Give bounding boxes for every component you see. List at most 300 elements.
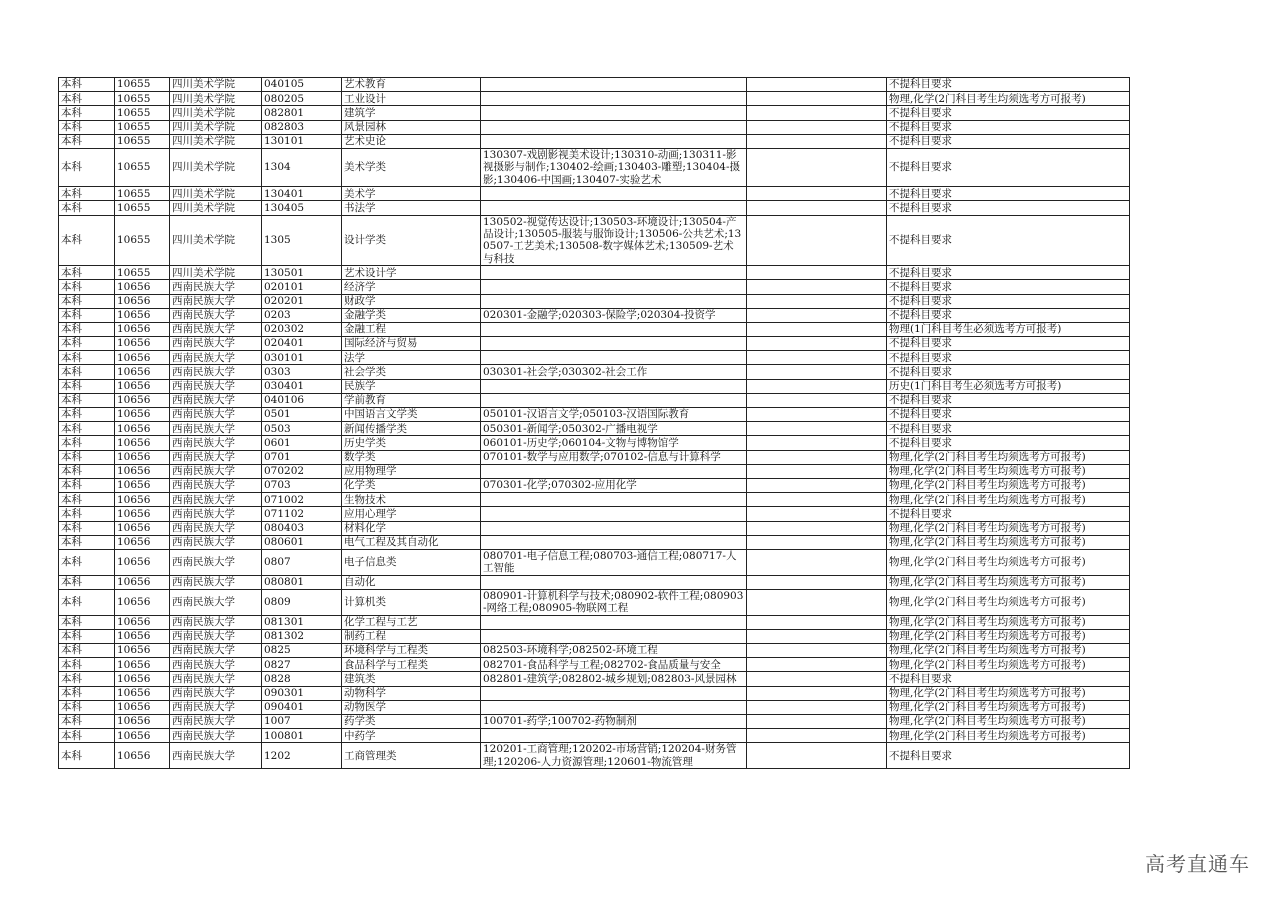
cell-included-majors	[481, 120, 747, 134]
cell-school-code: 10655	[115, 134, 170, 148]
cell-included-majors	[481, 575, 747, 589]
cell-included-majors	[481, 280, 747, 294]
cell-subject-requirement: 物理,化学(2门科目考生均须选考方可报考)	[887, 629, 1130, 643]
cell-major-code: 040105	[262, 78, 342, 92]
cell-major-code: 0701	[262, 450, 342, 464]
cell-subject-requirement: 不提科目要求	[887, 215, 1130, 266]
cell-school-code: 10656	[115, 521, 170, 535]
cell-subject-requirement: 物理,化学(2门科目考生均须选考方可报考)	[887, 478, 1130, 492]
cell-subject-requirement: 不提科目要求	[887, 436, 1130, 450]
cell-notes	[747, 134, 887, 148]
cell-school-code: 10656	[115, 686, 170, 700]
cell-notes	[747, 644, 887, 658]
cell-school-code: 10656	[115, 280, 170, 294]
cell-school-name: 西南民族大学	[170, 478, 262, 492]
cell-subject-requirement: 物理,化学(2门科目考生均须选考方可报考)	[887, 729, 1130, 743]
cell-school-name: 西南民族大学	[170, 408, 262, 422]
cell-notes	[747, 658, 887, 672]
cell-school-name: 西南民族大学	[170, 575, 262, 589]
table-row	[59, 686, 1130, 700]
cell-school-code: 10655	[115, 120, 170, 134]
cell-major-name: 艺术设计学	[342, 266, 481, 280]
cell-level: 本科	[59, 422, 115, 436]
cell-notes	[747, 575, 887, 589]
cell-included-majors	[481, 106, 747, 120]
table-row	[59, 120, 1130, 134]
cell-included-majors	[481, 700, 747, 714]
cell-school-name: 西南民族大学	[170, 507, 262, 521]
cell-level: 本科	[59, 686, 115, 700]
cell-level: 本科	[59, 672, 115, 686]
table-row	[59, 729, 1130, 743]
table-row	[59, 658, 1130, 672]
table-row	[59, 365, 1130, 379]
cell-included-majors: 050101-汉语言文学;050103-汉语国际教育	[481, 408, 747, 422]
cell-major-name: 经济学	[342, 280, 481, 294]
table-row	[59, 450, 1130, 464]
cell-level: 本科	[59, 280, 115, 294]
cell-school-name: 西南民族大学	[170, 535, 262, 549]
cell-school-name: 四川美术学院	[170, 266, 262, 280]
cell-included-majors	[481, 78, 747, 92]
cell-level: 本科	[59, 408, 115, 422]
cell-notes	[747, 187, 887, 201]
cell-included-majors	[481, 294, 747, 308]
cell-notes	[747, 686, 887, 700]
cell-major-code: 081301	[262, 615, 342, 629]
table-row	[59, 308, 1130, 322]
cell-included-majors	[481, 266, 747, 280]
cell-school-code: 10656	[115, 337, 170, 351]
cell-level: 本科	[59, 294, 115, 308]
cell-school-name: 四川美术学院	[170, 215, 262, 266]
cell-major-code: 080403	[262, 521, 342, 535]
cell-level: 本科	[59, 393, 115, 407]
cell-major-code: 0303	[262, 365, 342, 379]
cell-major-code: 0203	[262, 308, 342, 322]
cell-included-majors	[481, 379, 747, 393]
cell-school-name: 西南民族大学	[170, 351, 262, 365]
cell-notes	[747, 408, 887, 422]
cell-major-name: 药学类	[342, 715, 481, 729]
cell-school-name: 西南民族大学	[170, 450, 262, 464]
cell-school-code: 10656	[115, 658, 170, 672]
cell-major-name: 法学	[342, 351, 481, 365]
cell-major-code: 0501	[262, 408, 342, 422]
cell-notes	[747, 322, 887, 336]
cell-school-code: 10655	[115, 78, 170, 92]
cell-notes	[747, 308, 887, 322]
table-row	[59, 322, 1130, 336]
cell-school-code: 10656	[115, 700, 170, 714]
cell-notes	[747, 422, 887, 436]
cell-major-code: 030101	[262, 351, 342, 365]
cell-level: 本科	[59, 535, 115, 549]
cell-notes	[747, 743, 887, 769]
cell-subject-requirement: 不提科目要求	[887, 337, 1130, 351]
cell-school-code: 10656	[115, 507, 170, 521]
cell-major-name: 美术学	[342, 187, 481, 201]
cell-school-code: 10656	[115, 535, 170, 549]
cell-level: 本科	[59, 215, 115, 266]
cell-major-name: 计算机类	[342, 589, 481, 615]
cell-major-name: 国际经济与贸易	[342, 337, 481, 351]
cell-included-majors: 082503-环境科学;082502-环境工程	[481, 644, 747, 658]
cell-subject-requirement: 不提科目要求	[887, 408, 1130, 422]
cell-school-name: 四川美术学院	[170, 92, 262, 106]
cell-major-code: 080205	[262, 92, 342, 106]
cell-notes	[747, 337, 887, 351]
cell-included-majors	[481, 187, 747, 201]
cell-level: 本科	[59, 365, 115, 379]
cell-school-name: 西南民族大学	[170, 521, 262, 535]
cell-major-name: 设计学类	[342, 215, 481, 266]
cell-subject-requirement: 不提科目要求	[887, 266, 1130, 280]
cell-school-code: 10656	[115, 672, 170, 686]
cell-school-name: 四川美术学院	[170, 134, 262, 148]
cell-school-name: 西南民族大学	[170, 589, 262, 615]
cell-school-name: 西南民族大学	[170, 436, 262, 450]
table-row	[59, 478, 1130, 492]
cell-notes	[747, 615, 887, 629]
cell-school-name: 西南民族大学	[170, 422, 262, 436]
cell-notes	[747, 700, 887, 714]
cell-level: 本科	[59, 450, 115, 464]
cell-school-code: 10656	[115, 393, 170, 407]
cell-school-code: 10655	[115, 215, 170, 266]
cell-notes	[747, 672, 887, 686]
cell-school-code: 10656	[115, 644, 170, 658]
table-row	[59, 575, 1130, 589]
cell-level: 本科	[59, 464, 115, 478]
cell-school-name: 西南民族大学	[170, 493, 262, 507]
cell-subject-requirement: 物理,化学(2门科目考生均须选考方可报考)	[887, 549, 1130, 575]
cell-school-name: 四川美术学院	[170, 201, 262, 215]
table-row	[59, 280, 1130, 294]
cell-subject-requirement: 不提科目要求	[887, 78, 1130, 92]
cell-included-majors	[481, 629, 747, 643]
cell-school-name: 西南民族大学	[170, 700, 262, 714]
cell-included-majors: 020301-金融学;020303-保险学;020304-投资学	[481, 308, 747, 322]
cell-major-name: 新闻传播学类	[342, 422, 481, 436]
cell-school-name: 西南民族大学	[170, 464, 262, 478]
cell-included-majors	[481, 351, 747, 365]
table-row	[59, 629, 1130, 643]
cell-subject-requirement: 物理,化学(2门科目考生均须选考方可报考)	[887, 644, 1130, 658]
cell-level: 本科	[59, 187, 115, 201]
cell-major-code: 080801	[262, 575, 342, 589]
cell-school-name: 西南民族大学	[170, 294, 262, 308]
cell-subject-requirement: 不提科目要求	[887, 294, 1130, 308]
cell-school-name: 西南民族大学	[170, 337, 262, 351]
cell-major-code: 071002	[262, 493, 342, 507]
cell-included-majors	[481, 201, 747, 215]
cell-major-name: 自动化	[342, 575, 481, 589]
cell-included-majors	[481, 615, 747, 629]
cell-school-name: 西南民族大学	[170, 549, 262, 575]
table-row	[59, 106, 1130, 120]
table-row	[59, 672, 1130, 686]
table-row	[59, 201, 1130, 215]
cell-level: 本科	[59, 436, 115, 450]
table-row	[59, 215, 1130, 266]
cell-level: 本科	[59, 644, 115, 658]
cell-school-code: 10656	[115, 464, 170, 478]
cell-school-code: 10655	[115, 201, 170, 215]
table-row	[59, 422, 1130, 436]
cell-level: 本科	[59, 201, 115, 215]
cell-major-name: 工商管理类	[342, 743, 481, 769]
cell-major-code: 082803	[262, 120, 342, 134]
cell-school-code: 10655	[115, 106, 170, 120]
cell-subject-requirement: 物理,化学(2门科目考生均须选考方可报考)	[887, 615, 1130, 629]
cell-subject-requirement: 物理(1门科目考生必须选考方可报考)	[887, 322, 1130, 336]
cell-major-code: 1007	[262, 715, 342, 729]
cell-major-name: 书法学	[342, 201, 481, 215]
cell-notes	[747, 351, 887, 365]
cell-major-name: 电气工程及其自动化	[342, 535, 481, 549]
cell-notes	[747, 215, 887, 266]
cell-major-name: 工业设计	[342, 92, 481, 106]
cell-school-name: 西南民族大学	[170, 393, 262, 407]
cell-notes	[747, 507, 887, 521]
cell-major-code: 070202	[262, 464, 342, 478]
cell-major-code: 040106	[262, 393, 342, 407]
cell-subject-requirement: 物理,化学(2门科目考生均须选考方可报考)	[887, 658, 1130, 672]
cell-major-code: 0828	[262, 672, 342, 686]
table-row	[59, 148, 1130, 186]
cell-school-name: 西南民族大学	[170, 308, 262, 322]
cell-included-majors	[481, 507, 747, 521]
cell-level: 本科	[59, 589, 115, 615]
cell-included-majors	[481, 464, 747, 478]
cell-subject-requirement: 不提科目要求	[887, 106, 1130, 120]
cell-major-name: 建筑类	[342, 672, 481, 686]
cell-school-code: 10656	[115, 294, 170, 308]
cell-included-majors: 080701-电子信息工程;080703-通信工程;080717-人工智能	[481, 549, 747, 575]
cell-school-code: 10656	[115, 589, 170, 615]
cell-school-code: 10656	[115, 743, 170, 769]
cell-school-code: 10656	[115, 450, 170, 464]
cell-school-name: 西南民族大学	[170, 280, 262, 294]
cell-notes	[747, 478, 887, 492]
cell-included-majors: 082701-食品科学与工程;082702-食品质量与安全	[481, 658, 747, 672]
table-row	[59, 549, 1130, 575]
table-row	[59, 393, 1130, 407]
cell-subject-requirement: 不提科目要求	[887, 393, 1130, 407]
cell-included-majors: 120201-工商管理;120202-市场营销;120204-财务管理;120206-人力资源管理;120601-物流管理	[481, 743, 747, 769]
cell-major-name: 历史学类	[342, 436, 481, 450]
cell-major-code: 1305	[262, 215, 342, 266]
cell-major-name: 应用物理学	[342, 464, 481, 478]
cell-notes	[747, 549, 887, 575]
cell-major-code: 0827	[262, 658, 342, 672]
table-row	[59, 294, 1130, 308]
cell-subject-requirement: 不提科目要求	[887, 201, 1130, 215]
cell-notes	[747, 78, 887, 92]
cell-major-name: 建筑学	[342, 106, 481, 120]
cell-major-code: 090301	[262, 686, 342, 700]
cell-included-majors	[481, 535, 747, 549]
cell-major-name: 数学类	[342, 450, 481, 464]
cell-school-code: 10656	[115, 436, 170, 450]
cell-notes	[747, 294, 887, 308]
cell-included-majors: 050301-新闻学;050302-广播电视学	[481, 422, 747, 436]
cell-included-majors: 080901-计算机科学与技术;080902-软件工程;080903-网络工程;080905-物联网工程	[481, 589, 747, 615]
cell-school-code: 10656	[115, 322, 170, 336]
cell-notes	[747, 589, 887, 615]
table-row	[59, 715, 1130, 729]
cell-level: 本科	[59, 308, 115, 322]
cell-major-name: 美术学类	[342, 148, 481, 186]
cell-level: 本科	[59, 266, 115, 280]
cell-major-name: 生物技术	[342, 493, 481, 507]
cell-included-majors	[481, 393, 747, 407]
cell-level: 本科	[59, 337, 115, 351]
table-row	[59, 379, 1130, 393]
cell-level: 本科	[59, 575, 115, 589]
cell-notes	[747, 729, 887, 743]
cell-notes	[747, 280, 887, 294]
cell-level: 本科	[59, 92, 115, 106]
cell-subject-requirement: 物理,化学(2门科目考生均须选考方可报考)	[887, 521, 1130, 535]
cell-major-name: 中药学	[342, 729, 481, 743]
cell-notes	[747, 106, 887, 120]
cell-school-name: 西南民族大学	[170, 729, 262, 743]
table-row	[59, 187, 1130, 201]
cell-school-code: 10656	[115, 729, 170, 743]
cell-school-name: 四川美术学院	[170, 120, 262, 134]
cell-major-name: 中国语言文学类	[342, 408, 481, 422]
cell-major-name: 环境科学与工程类	[342, 644, 481, 658]
cell-included-majors: 082801-建筑学;082802-城乡规划;082803-风景园林	[481, 672, 747, 686]
cell-notes	[747, 92, 887, 106]
cell-notes	[747, 436, 887, 450]
cell-included-majors: 030301-社会学;030302-社会工作	[481, 365, 747, 379]
cell-school-code: 10656	[115, 422, 170, 436]
cell-school-name: 西南民族大学	[170, 615, 262, 629]
cell-school-code: 10655	[115, 266, 170, 280]
cell-notes	[747, 629, 887, 643]
cell-level: 本科	[59, 148, 115, 186]
cell-major-name: 艺术史论	[342, 134, 481, 148]
cell-school-code: 10655	[115, 187, 170, 201]
cell-level: 本科	[59, 120, 115, 134]
cell-school-code: 10656	[115, 493, 170, 507]
cell-school-code: 10656	[115, 478, 170, 492]
cell-major-code: 082801	[262, 106, 342, 120]
cell-school-name: 四川美术学院	[170, 148, 262, 186]
cell-notes	[747, 393, 887, 407]
watermark-text: 高考直通车	[1145, 852, 1250, 876]
table-row	[59, 743, 1130, 769]
cell-notes	[747, 535, 887, 549]
cell-notes	[747, 365, 887, 379]
cell-subject-requirement: 物理,化学(2门科目考生均须选考方可报考)	[887, 686, 1130, 700]
cell-subject-requirement: 不提科目要求	[887, 187, 1130, 201]
cell-level: 本科	[59, 351, 115, 365]
cell-major-code: 130101	[262, 134, 342, 148]
cell-major-code: 130501	[262, 266, 342, 280]
cell-school-code: 10656	[115, 365, 170, 379]
cell-subject-requirement: 物理,化学(2门科目考生均须选考方可报考)	[887, 493, 1130, 507]
cell-subject-requirement: 物理,化学(2门科目考生均须选考方可报考)	[887, 535, 1130, 549]
cell-school-code: 10656	[115, 308, 170, 322]
cell-major-code: 1304	[262, 148, 342, 186]
cell-level: 本科	[59, 106, 115, 120]
cell-level: 本科	[59, 521, 115, 535]
cell-school-code: 10656	[115, 408, 170, 422]
cell-school-code: 10656	[115, 615, 170, 629]
cell-school-name: 西南民族大学	[170, 322, 262, 336]
admission-requirements-table	[58, 77, 1130, 769]
cell-major-code: 0601	[262, 436, 342, 450]
cell-subject-requirement: 不提科目要求	[887, 351, 1130, 365]
cell-school-name: 西南民族大学	[170, 715, 262, 729]
cell-level: 本科	[59, 493, 115, 507]
cell-level: 本科	[59, 507, 115, 521]
cell-level: 本科	[59, 549, 115, 575]
cell-level: 本科	[59, 729, 115, 743]
cell-school-name: 西南民族大学	[170, 644, 262, 658]
cell-school-name: 西南民族大学	[170, 686, 262, 700]
cell-major-name: 金融工程	[342, 322, 481, 336]
table-row	[59, 493, 1130, 507]
cell-major-code: 0809	[262, 589, 342, 615]
cell-major-name: 金融学类	[342, 308, 481, 322]
cell-included-majors: 070101-数学与应用数学;070102-信息与计算科学	[481, 450, 747, 464]
cell-school-name: 西南民族大学	[170, 743, 262, 769]
cell-notes	[747, 464, 887, 478]
cell-notes	[747, 148, 887, 186]
cell-major-code: 020302	[262, 322, 342, 336]
cell-subject-requirement: 不提科目要求	[887, 308, 1130, 322]
cell-major-code: 081302	[262, 629, 342, 643]
cell-major-name: 应用心理学	[342, 507, 481, 521]
cell-school-name: 四川美术学院	[170, 106, 262, 120]
cell-school-code: 10655	[115, 148, 170, 186]
cell-notes	[747, 120, 887, 134]
table-row	[59, 644, 1130, 658]
table-row	[59, 436, 1130, 450]
cell-school-code: 10656	[115, 549, 170, 575]
cell-major-code: 100801	[262, 729, 342, 743]
cell-school-name: 四川美术学院	[170, 187, 262, 201]
cell-major-name: 电子信息类	[342, 549, 481, 575]
cell-subject-requirement: 物理,化学(2门科目考生均须选考方可报考)	[887, 715, 1130, 729]
table-row	[59, 266, 1130, 280]
cell-notes	[747, 379, 887, 393]
table-row	[59, 535, 1130, 549]
cell-school-code: 10656	[115, 351, 170, 365]
cell-subject-requirement: 物理,化学(2门科目考生均须选考方可报考)	[887, 464, 1130, 478]
cell-subject-requirement: 不提科目要求	[887, 120, 1130, 134]
cell-school-code: 10656	[115, 715, 170, 729]
cell-included-majors	[481, 322, 747, 336]
cell-major-code: 020101	[262, 280, 342, 294]
cell-major-code: 130401	[262, 187, 342, 201]
cell-included-majors: 070301-化学;070302-应用化学	[481, 478, 747, 492]
cell-level: 本科	[59, 322, 115, 336]
cell-school-code: 10656	[115, 379, 170, 393]
cell-major-name: 材料化学	[342, 521, 481, 535]
cell-major-code: 0703	[262, 478, 342, 492]
cell-major-code: 0503	[262, 422, 342, 436]
cell-school-name: 西南民族大学	[170, 658, 262, 672]
cell-subject-requirement: 物理,化学(2门科目考生均须选考方可报考)	[887, 589, 1130, 615]
cell-subject-requirement: 不提科目要求	[887, 148, 1130, 186]
cell-subject-requirement: 不提科目要求	[887, 365, 1130, 379]
